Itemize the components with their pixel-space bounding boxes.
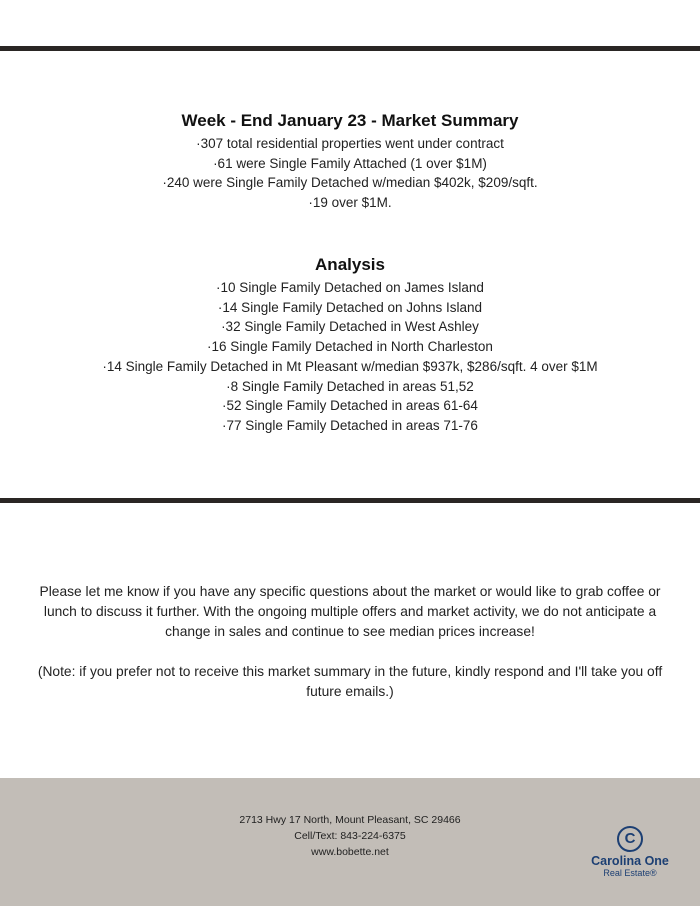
- summary-line: ·19 over $1M.: [308, 195, 392, 211]
- top-divider: [0, 46, 700, 51]
- footer: [0, 778, 700, 906]
- middle-divider: [0, 498, 700, 503]
- analysis-line: ·14 Single Family Detached in Mt Pleasant w/median $937k, $286/sqft. 4 over $1M: [102, 358, 598, 374]
- summary-line: ·307 total residential properties went under contract: [196, 136, 504, 151]
- closing-message: [22, 582, 678, 722]
- analysis-section: [0, 254, 700, 436]
- analysis-line: ·10 Single Family Detached on James Island: [216, 280, 484, 295]
- analysis-line: ·8 Single Family Detached in areas 51,52: [226, 378, 474, 394]
- market-summary-title: Week - End January 23 - Market Summary: [181, 111, 519, 130]
- closing-paragraph: Please let me know if you have any specific questions about the market or would like to grab coffee or lunch to discuss it further. With the ongoing multiple offers and market activity, we do not anticipate a change in sales and continue to see median prices increase!: [39, 584, 661, 639]
- brand-name: Carolina One: [591, 854, 669, 868]
- analysis-line: ·14 Single Family Detached on Johns Island: [217, 299, 483, 315]
- copyright-c-icon: C: [617, 826, 643, 852]
- analysis-line: ·16 Single Family Detached in North Charleston: [207, 339, 493, 355]
- analysis-line: ·32 Single Family Detached in West Ashley: [221, 319, 479, 335]
- analysis-title: Analysis: [315, 255, 385, 274]
- market-summary-section: [0, 110, 700, 213]
- website-link[interactable]: www.bobette.net: [311, 846, 389, 858]
- brand-subtitle: Real Estate®: [603, 868, 657, 878]
- carolina-one-logo: [580, 826, 680, 878]
- analysis-line: ·52 Single Family Detached in areas 61-64: [222, 398, 478, 414]
- unsubscribe-note: (Note: if you prefer not to receive this market summary in the future, kindly respond and I'll take you off future emails.): [37, 664, 663, 699]
- phone-text: Cell/Text: 843-224-6375: [294, 830, 406, 842]
- summary-line: ·240 were Single Family Detached w/median $402k, $209/sqft.: [162, 175, 538, 191]
- address-text: 2713 Hwy 17 North, Mount Pleasant, SC 29466: [239, 814, 461, 826]
- summary-line: ·61 were Single Family Attached (1 over $1M): [213, 155, 487, 171]
- analysis-line: ·77 Single Family Detached in areas 71-76: [222, 417, 478, 433]
